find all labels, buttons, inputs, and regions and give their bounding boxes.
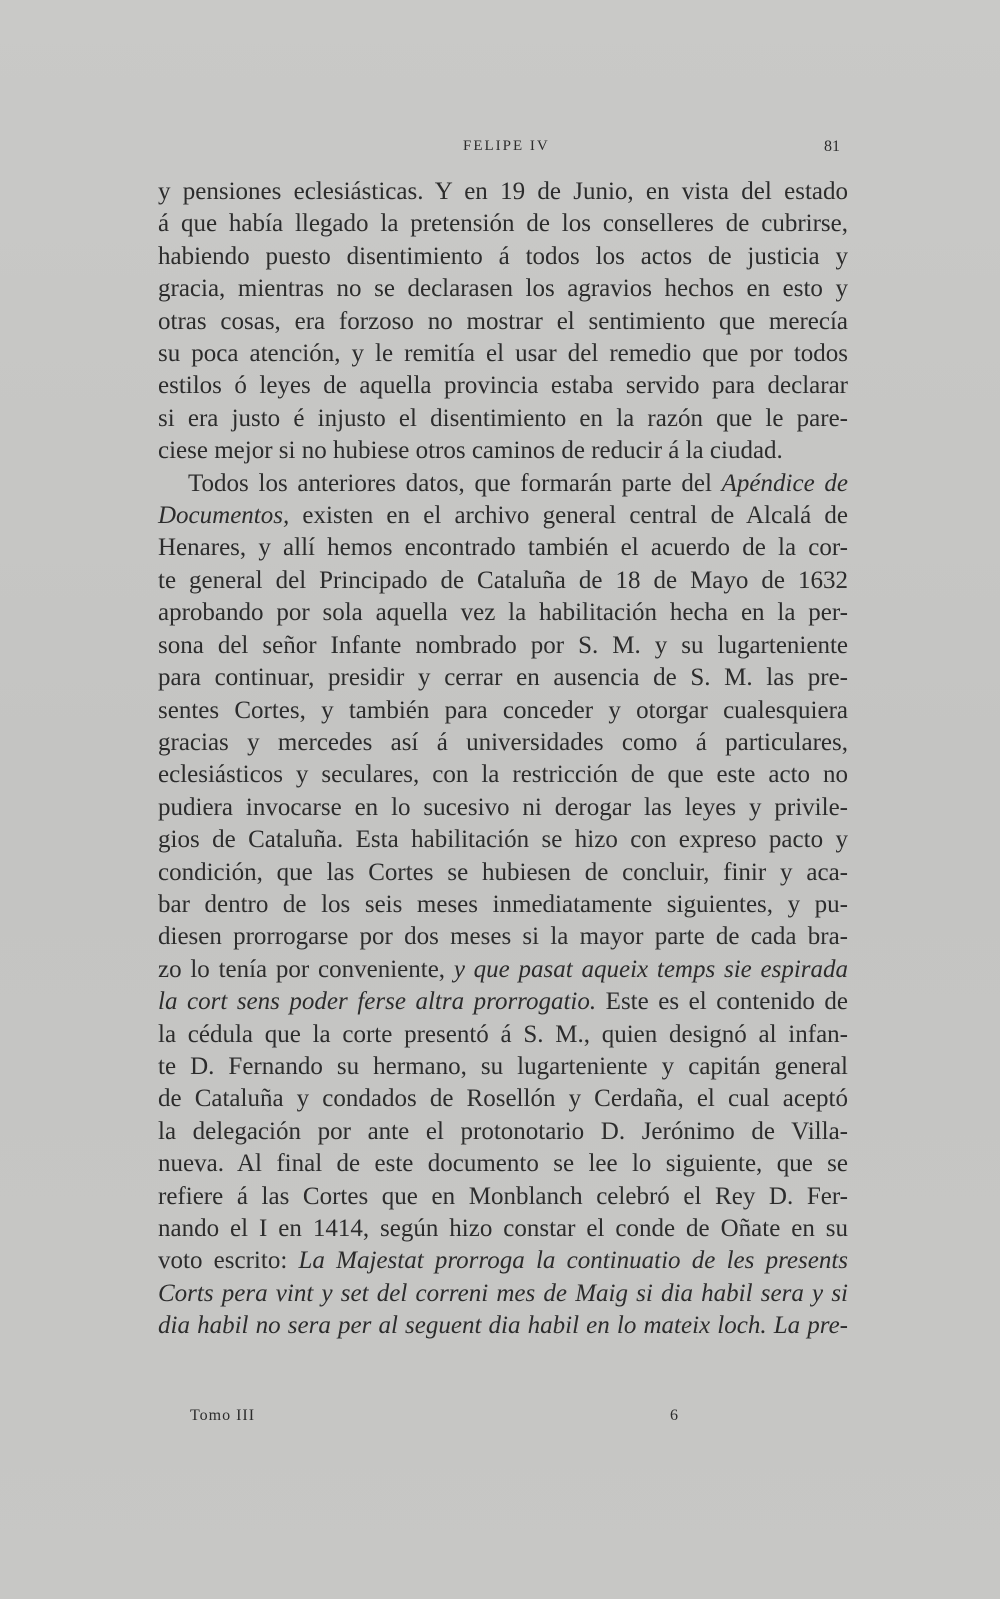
text-line bbox=[158, 1213, 848, 1245]
text-segment: ciese mejor si no hubiese otros caminos de reducir á la ciudad. bbox=[158, 437, 783, 465]
text-line bbox=[158, 889, 848, 921]
italic-text: y que pasat aqueix temps sie espirada bbox=[453, 955, 848, 983]
text-segment: á que había llegado la pretensión de los conselleres de cubrirse, bbox=[158, 210, 848, 238]
running-title: FELIPE IV bbox=[463, 138, 550, 154]
body-text bbox=[158, 176, 848, 1343]
text-segment: la cédula que la corte presentó á S. M., quien designó al infan- bbox=[158, 1020, 848, 1048]
text-line bbox=[158, 792, 848, 824]
running-head bbox=[158, 138, 848, 162]
text-line bbox=[158, 370, 848, 402]
text-line bbox=[158, 1116, 848, 1148]
text-segment: nando el I en 1414, según hizo constar el conde de Oñate en su bbox=[158, 1215, 848, 1242]
text-line bbox=[158, 176, 848, 208]
text-segment: aprobando por sola aquella vez la habilitación hecha en la per- bbox=[158, 599, 848, 627]
text-segment: gios de Cataluña. Esta habilitación se hizo con expreso pacto y bbox=[158, 826, 848, 854]
text-segment: si era justo é injusto el disentimiento en la razón que le pare- bbox=[158, 404, 848, 432]
text-segment: voto escrito: bbox=[158, 1247, 299, 1275]
text-line bbox=[158, 306, 848, 338]
text-segment: diesen prorrogarse por dos meses si la mayor parte de cada bra- bbox=[158, 923, 848, 951]
text-line bbox=[158, 662, 848, 694]
text-segment: Este es el contenido de bbox=[596, 988, 848, 1016]
text-line bbox=[158, 630, 848, 662]
text-segment: sona del señor Infante nombrado por S. M. y su lugarteniente bbox=[158, 631, 848, 659]
text-line bbox=[158, 241, 848, 273]
text-line bbox=[158, 338, 848, 370]
text-segment: para continuar, presidir y cerrar en ausencia de S. M. las pre- bbox=[158, 664, 848, 692]
text-segment: su poca atención, y le remitía el usar del remedio que por todos bbox=[158, 340, 848, 368]
page-number: 81 bbox=[824, 138, 840, 155]
text-line bbox=[158, 695, 848, 727]
text-segment: te general del Principado de Cataluña de 18 de Mayo de 1632 bbox=[158, 566, 848, 594]
volume-label: Tomo III bbox=[190, 1407, 256, 1424]
text-line bbox=[158, 727, 848, 759]
page-footer bbox=[190, 1407, 710, 1433]
text-segment: la delegación por ante el protonotario D. Jerónimo de Villa- bbox=[158, 1117, 848, 1145]
text-segment: y pensiones eclesiásticas. Y en 19 de Junio, en vista del estado bbox=[158, 178, 848, 205]
text-segment: gracias y mercedes así á universidades como á particulares, bbox=[158, 728, 848, 756]
text-segment: zo lo tenía por conveniente, bbox=[158, 955, 454, 983]
text-segment: de Cataluña y condados de Rosellón y Cerdaña, el cual aceptó bbox=[158, 1085, 848, 1113]
text-line bbox=[158, 857, 848, 889]
italic-text: Corts pera vint y set del correni mes de Maig si dia habil sera y si bbox=[158, 1279, 848, 1307]
text-line bbox=[158, 1310, 848, 1342]
text-line bbox=[158, 1278, 848, 1310]
text-segment: refiere á las Cortes que en Monblanch celebró el Rey D. Fer- bbox=[158, 1182, 848, 1210]
italic-text: La Majestat prorroga la continuatio de les presents bbox=[298, 1247, 848, 1275]
text-line bbox=[158, 597, 848, 629]
text-line bbox=[158, 435, 848, 467]
gathering-signature: 6 bbox=[670, 1407, 678, 1424]
text-segment: bar dentro de los seis meses inmediatamente siguientes, y pu- bbox=[158, 890, 848, 918]
text-line bbox=[158, 532, 848, 564]
text-segment: habiendo puesto disentimiento á todos los actos de justicia y bbox=[158, 242, 848, 270]
text-line bbox=[158, 1051, 848, 1083]
text-segment: pudiera invocarse en lo sucesivo ni derogar las leyes y privile- bbox=[158, 793, 848, 821]
text-segment: Henares, y allí hemos encontrado también el acuerdo de la cor- bbox=[158, 534, 848, 562]
italic-text: Documentos, bbox=[158, 502, 290, 530]
text-segment: estilos ó leyes de aquella provincia estaba servido para declarar bbox=[158, 372, 848, 400]
text-segment: otras cosas, era forzoso no mostrar el sentimiento que merecía bbox=[158, 307, 848, 335]
text-line bbox=[158, 468, 848, 500]
text-segment: existen en el archivo general central de Alcalá de bbox=[289, 502, 848, 530]
text-line bbox=[158, 954, 848, 986]
text-line bbox=[158, 986, 848, 1018]
text-line bbox=[158, 403, 848, 435]
text-line bbox=[158, 759, 848, 791]
italic-text: la cort sens poder ferse altra prorrogatio. bbox=[158, 988, 597, 1016]
text-line bbox=[158, 208, 848, 240]
text-segment: nueva. Al final de este documento se lee lo siguiente, que se bbox=[158, 1150, 848, 1178]
text-line bbox=[158, 500, 848, 532]
text-line bbox=[158, 565, 848, 597]
text-line bbox=[158, 1148, 848, 1180]
text-line bbox=[158, 1181, 848, 1213]
text-segment: gracia, mientras no se declarasen los agravios hechos en esto y bbox=[158, 275, 848, 303]
text-line bbox=[158, 824, 848, 856]
text-line bbox=[158, 1019, 848, 1051]
text-segment: condición, que las Cortes se hubiesen de concluir, finir y aca- bbox=[158, 858, 848, 886]
italic-text: dia habil no sera per al seguent dia habil en lo mateix loch. La pre- bbox=[158, 1312, 848, 1340]
text-line bbox=[158, 1245, 848, 1277]
text-line bbox=[158, 921, 848, 953]
italic-text: Apéndice de bbox=[721, 469, 848, 497]
text-segment: Todos los anteriores datos, que formarán parte del bbox=[188, 469, 722, 497]
text-segment: eclesiásticos y seculares, con la restricción de que este acto no bbox=[158, 761, 848, 789]
text-line bbox=[158, 273, 848, 305]
text-segment: te D. Fernando su hermano, su lugarteniente y capitán general bbox=[158, 1052, 848, 1080]
text-line bbox=[158, 1083, 848, 1115]
text-segment: sentes Cortes, y también para conceder y otorgar cualesquiera bbox=[158, 696, 848, 724]
